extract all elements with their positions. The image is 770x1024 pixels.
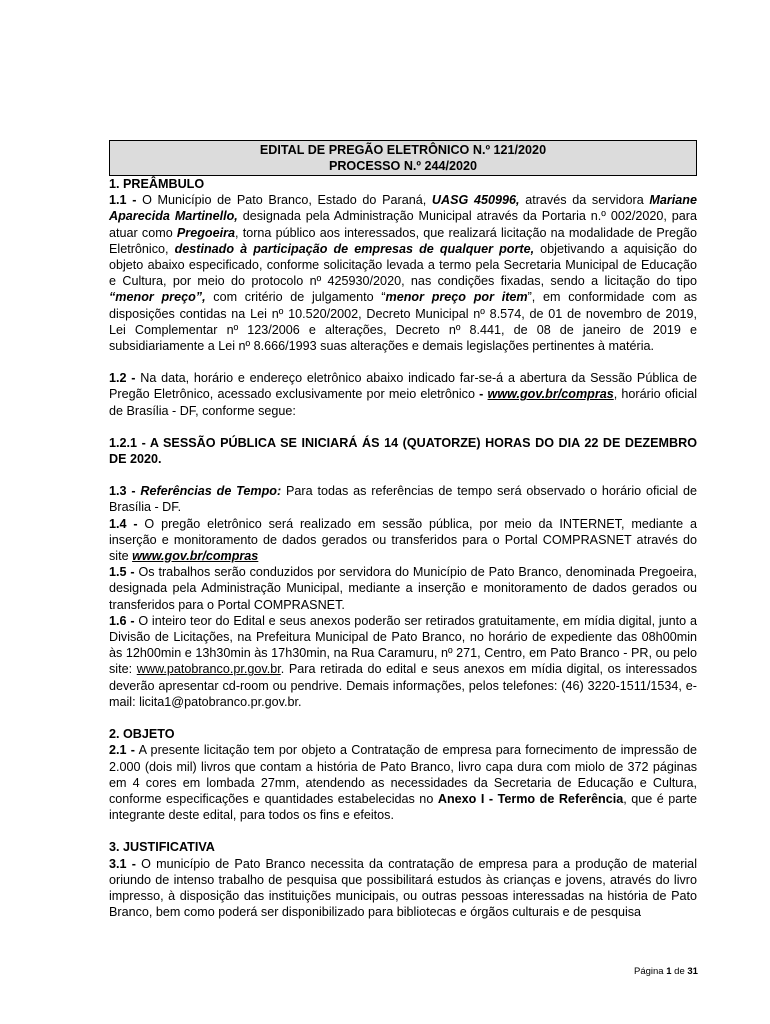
clause-number: 2.1 -: [109, 743, 135, 758]
title-box: [109, 140, 697, 176]
compras-link[interactable]: www.gov.br/compras: [132, 549, 259, 564]
patobranco-link[interactable]: www.patobranco.pr.gov.br: [136, 662, 281, 677]
clause-number: 1.5 -: [109, 565, 135, 580]
paragraph-3-1: 3.1 - O município de Pato Branco necessita da contratação de empresa para a produção de material oriundo de intenso trabalho de pesquisa que possibilitará estudos às crianças e jovens, através do livro impresso, à disposição das instituições municipais, ou outras pessoas interessadas na história de Pato Branco, bem como poderá ser disponibilizado para bibliotecas e órgãos culturais e de pesquisa: [109, 856, 697, 920]
clause-number: 1.4 -: [109, 516, 138, 531]
uasg-code: UASG 450996,: [431, 193, 520, 208]
page-footer: Página 1 de 31: [634, 966, 698, 977]
clause-number: 3.1 -: [109, 856, 136, 871]
edital-title: EDITAL DE PREGÃO ELETRÔNICO N.º 121/2020: [259, 143, 547, 157]
clause-number: 1.1 -: [109, 193, 137, 208]
clause-number: 1.3 -: [109, 484, 136, 499]
paragraph-1-6: 1.6 - O inteiro teor do Edital e seus anexos poderão ser retirados gratuitamente, em mídia digital, junto a Divisão de Licitações, na Prefeitura Municipal de Pato Branco, no horário de expediente das 08h00min às 12h00min e 13h30min às 17h30min, na Rua Caramuru, nº 271, Centro, em Pato Branco - PR, ou pelo site: www.patobranco.pr.gov.br. Para retirada do edital e seus anexos em mídia digital, os interessados deverão apresentar cd-room ou pendrive. Demais informações, pelos telefones: (46) 3220-1511/1534, e-mail: licita1@patobranco.pr.gov.br.: [109, 613, 697, 709]
clause-number: 1.6 -: [109, 613, 135, 628]
clause-number: 1.2 -: [109, 371, 136, 386]
page-number: 1: [666, 966, 672, 977]
page-total: 31: [687, 966, 698, 977]
compras-link[interactable]: www.gov.br/compras: [487, 387, 614, 402]
paragraph-1-5: 1.5 - Os trabalhos serão conduzidos por servidora do Município de Pato Branco, denominada Pregoeira, designada pela Administração Municipal, mediante a inserção e monitoramento de dados gerados ou transferidos para o Portal COMPRASNET.: [109, 565, 698, 612]
paragraph-1-2: 1.2 - Na data, horário e endereço eletrônico abaixo indicado far-se-á a abertura da Sessão Pública de Pregão Eletrônico, acessado exclusivamente por meio eletrônico - www.gov.br/compras, horário oficial de Brasília - DF, conforme segue:: [109, 371, 697, 418]
paragraph-1-4: 1.4 - O pregão eletrônico será realizado em sessão pública, por meio da INTERNET, mediante a inserção e monitoramento de dados gerados ou transferidos para o Portal COMPRASNET através do site www.gov.br/compras: [109, 516, 697, 564]
paragraph-1-2-1: 1.2.1 - A SESSÃO PÚBLICA SE INICIARÁ ÁS 14 (QUATORZE) HORAS DO DIA 22 DE DEZEMBRO DE 2020.: [109, 435, 697, 467]
section-heading-objeto: 2. OBJETO: [109, 727, 175, 742]
paragraph-2-1: 2.1 - A presente licitação tem por objeto a Contratação de empresa para fornecimento de impressão de 2.000 (dois mil) livros que contam a história de Pato Branco, livro capa dura com miolo de 372 páginas em 4 cores em lombada 27mm, atendendo as necessidades da Secretaria de Educação e Cultura, conforme especificações e quantidades estabelecidas no Anexo I - Termo de Referência, que é parte integrante deste edital, para todos os fins e efeitos.: [109, 743, 698, 823]
clause-number: 1.2.1 -: [109, 435, 146, 450]
section-heading-justificativa: 3. JUSTIFICATIVA: [109, 840, 215, 855]
processo-title: PROCESSO N.º 244/2020: [328, 159, 478, 173]
servidora-name: Mariane Aparecida Martinello,: [109, 193, 697, 224]
paragraph-1-3: 1.3 - Referências de Tempo: Para todas as referências de tempo será observado o horário oficial de Brasília - DF.: [109, 484, 698, 515]
section-heading-preambulo: 1. PREÂMBULO: [109, 177, 205, 191]
paragraph-1-1: 1.1 - O Município de Pato Branco, Estado do Paraná, UASG 450996, através da servidora Mariane Aparecida Martinello, designada pela Administração Municipal através da Portaria n.º 002/2020, para atuar como Pregoeira, torna público aos interessados, que realizará licitação na modalidade de Pregão Eletrônico, destinado à participação de empresas de qualquer porte, objetivando a aquisição do objeto abaixo especificado, conforme solicitação levada a termo pela Secretaria Municipal de Educação e Cultura, por meio do protocolo nº 425930/2020, nas condições fixadas, sendo a licitação do tipo “menor preço”, com critério de julgamento “menor preço por item”, em conformidade com as disposições contidas na Lei nº 10.520/2002, Decreto Municipal nº 8.574, de 01 de novembro de 2019, Lei Complementar nº 123/2006 e alterações, Decreto nº 8.441, de 08 de janeiro de 2019 e subsidiariamente a Lei nº 8.666/1993 suas alterações e demais legislações pertinentes à matéria.: [109, 193, 698, 354]
document-page: [109, 140, 697, 920]
